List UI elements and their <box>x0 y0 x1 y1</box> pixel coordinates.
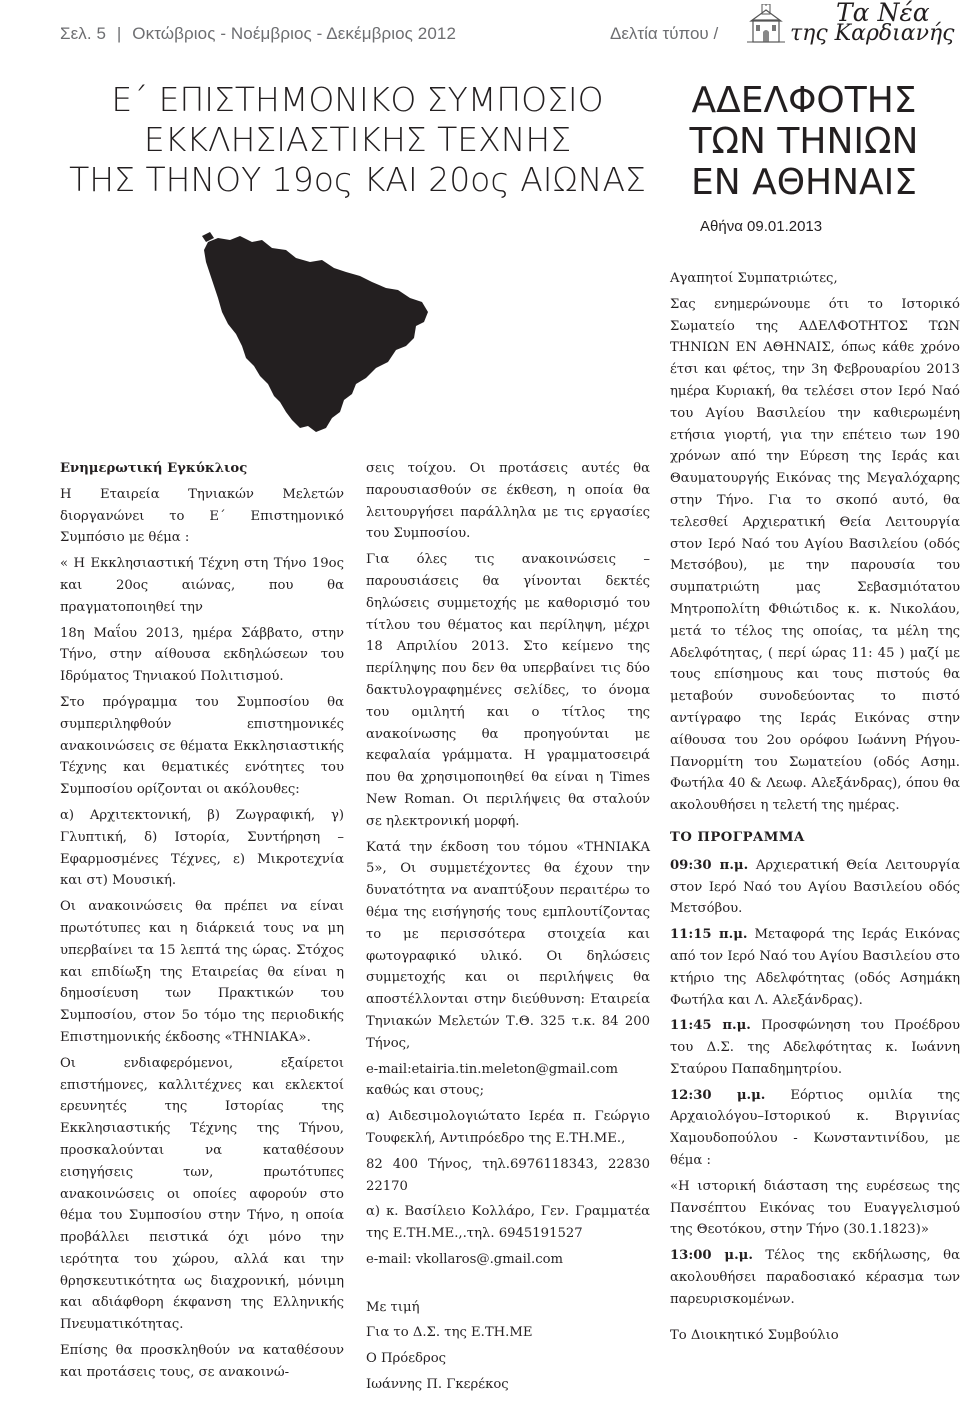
paragraph: Οι ενδιαφερόμενοι, εξαίρετοι επιστήμονες, καλλιτέχνες και εκλεκτοί ερευνητές της Ιστορίας της Εκκλησιαστικής Τέχνης της Τήνου, προσκαλούνται να καταθέσουν εισηγήσεις των, πρωτότυπες ανακοινώσεις οι οποίες αφορούν στο θέμα του Συμποσίου στην Τήνο, η οποία προβάλλει πειστικά όχι μόνο την ιερότητα του χώρου, αλλά και την θρησκευτικότητα ως διαχρονική, μόνιμη και αδιάφθορη έκφανση της Ελληνικής Πνευματικότητας. <box>60 1055 344 1333</box>
contact-email: e-mail:etairia.tin.meleton@gmail.com καθώς και στους; <box>366 1061 618 1099</box>
column-symposium <box>60 458 344 1388</box>
program-text: Εόρτιος ομιλία της Αρχαιολόγου–Ιστορικού κ. Βιργινίας Χαμουδοπούλου - Κωνσταντινίδου, με θέμα : <box>670 1087 960 1169</box>
program-item <box>670 1015 960 1080</box>
page-header <box>0 0 960 52</box>
program-item <box>670 1245 960 1310</box>
title-line: ΕΝ ΑΘΗΝΑΙΣ <box>690 162 918 203</box>
contact-phone: 82 400 Τήνος, τηλ.6976118343, 22830 22170 <box>366 1156 650 1194</box>
paragraph: 18η Μαΐου 2013, ημέρα Σάββατο, στην Τήνο, στην αίθουσα εκδηλώσεων του Ιδρύματος Τηνιακού Πολιτισμού. <box>60 625 344 685</box>
board-signature: Το Διοικητικό Συμβούλιο <box>670 1327 839 1343</box>
program-item <box>670 1085 960 1172</box>
program-time: 11:15 π.μ. <box>670 927 748 943</box>
paragraph: Επίσης θα προσκληθούν να καταθέσουν και προτάσεις τους, σε ανακοινώ- <box>60 1343 344 1380</box>
title-line: ΤΗΣ ΤΗΝΟΥ 19ος ΚΑΙ 20ος ΑΙΩΝΑΣ <box>69 160 646 199</box>
column-symposium-continued <box>366 458 650 1400</box>
title-line: ΕΚΚΛΗΣΙΑΣΤΙΚΗΣ ΤΕΧΝΗΣ <box>143 120 572 159</box>
signature-line: Ο Πρόεδρος <box>366 1351 447 1367</box>
paragraph: « Η Εκκλησιαστική Τέχνη στη Τήνο 19ος και 20ος αιώνας, που θα πραγματοποιηθεί την <box>60 556 344 615</box>
header-info <box>60 24 456 44</box>
issue-period: Οκτώβριος - Νοέμβριος - Δεκέμβριος 2012 <box>132 24 457 43</box>
title-line: Ε΄ ΕΠΙΣΤΗΜΟΝΙΚΟ ΣΥΜΠΟΣΙΟ <box>111 80 604 119</box>
circular-heading: Ενημερωτική Εγκύκλιος <box>60 461 248 476</box>
program-text: Προσφώνηση του Προέδρου του Δ.Σ. της Αδελφότητας κ. Ιωάννη Σταύρου Παπαδημητρίου. <box>670 1018 960 1077</box>
paragraph: Σας ενημερώνουμε ότι το Ιστορικό Σωματείο της ΑΔΕΛΦΟΤΗΤΟΣ ΤΩΝ ΤΗΝΙΩΝ ΕΝ ΑΘΗΝΑΙΣ, όπως κάθε χρόνο έτσι και φέτος, την 3η Φεβρουαρίου 2013 ημέρα Κυριακή, θα τελέσει στον Ιερό Ναό του Αγίου Βασιλείου την καθιερωμένη ετήσια γιορτή, για την επέτειο των 190 χρόνων από την Εύρεση της Ιεράς και Θαυματουργής Εικόνας της Μεγαλόχαρης στην Τήνο. Για το σκοπό αυτό, θα τελεσθεί Αρχιερατική Θεία Λειτουργία στον Ιερό Ναό του Αγίου Βασιλείου (οδός Μετσόβου), με την παρουσία του συμπατριώτη μας Σεβασμιότατου Μητροπολίτη Φθιώτιδος κ. κ. Νικολάου, μετά το τέλος της οποίας, τα μέλη της Αδελφότητας, ( περί ώρας 11: 45 ) μαζί με τους επίσημους και τους πιστούς θα μεταβούν συνοδεύοντας το πιστό αντίγραφο της Ιεράς Εικόνας στην αίθουσα του 2ου ορόφου Ιωάννη Ρήγου-Πανορμίτη του Σωματείου (οδός Ασημ. Φωτήλα 40 & Λεωφ. Αλεξάνδρας), όπου θα ακολουθήσει η τελετή της ημέρας. <box>670 296 960 814</box>
signature-line: Για το Δ.Σ. της Ε.ΤΗ.ΜΕ <box>366 1325 533 1341</box>
program-time: 11:45 π.μ. <box>670 1018 751 1034</box>
paragraph: Οι ανακοινώσεις θα πρέπει να είναι πρωτότυπες και η διάρκειά τους να μη υπερβαίνει τα 15 λεπτά της ώρας. Στόχος και επιδίωξη της Εταιρείας θα είναι η δημοσίευση των Πρακτικών του Συμποσίου, στον 5ο τόμο της περιοδικής Επιστημονικής έκδοσης «ΤΗΝΙΑΚΑ». <box>60 899 344 1045</box>
paragraph: Η Εταιρεία Τηνιακών Μελετών διοργανώνει το Ε΄ Επιστημονικό Συμπόσιο με θέμα : <box>60 486 344 546</box>
program-text: Μεταφορά της Ιεράς Εικόνας από τον Ιερό Ναό του Αγίου Βασιλείου στο κτήριο της Αδελφότητας (οδός Ασημάκη Φωτήλα και Λ. Αλεξάνδρας). <box>670 927 960 1008</box>
section-label: Δελτία τύπου / <box>610 24 719 43</box>
church-icon <box>745 4 787 44</box>
title-line: ΑΔΕΛΦΟΤΗΣ <box>691 80 917 121</box>
program-text: Τέλος της εκδήλωσης, θα ακολουθήσει παραδοσιακό κέρασμα των παρευρισκομένων. <box>670 1248 960 1307</box>
paragraph: Στο πρόγραμμα του Συμποσίου θα συμπεριληφθούν επιστημονικές ανακοινώσεις σε θέματα Εκκλησιαστικής Τέχνης και θεματικές ενότητες του Συμποσίου ορίζονται οι ακόλουθες: <box>60 694 344 798</box>
letter-date: Αθήνα 09.01.2013 <box>700 218 823 235</box>
contact-person: α) Αιδεσιμολογιώτατο Ιερέα π. Γεώργιο Τουφεκλή, Αντιπρόεδρο της Ε.ΤΗ.ΜΕ., <box>366 1109 650 1146</box>
header-separator: | <box>116 24 122 43</box>
paragraph: σεις τοίχου. Οι προτάσεις αυτές θα παρουσιασθούν σε έκθεση, η οποία θα λειτουργήσει παράλληλα με τις εργασίες του Συμποσίου. <box>366 461 650 542</box>
paragraph: Για όλες τις ανακοινώσεις –παρουσιάσεις θα γίνονται δεκτές δηλώσεις συμμετοχής με καθορισμό του τίτλου του θέματος και περίληψη, μέχρι 18 Απριλίου 2013. Στο κείμενο της περίληψης που δεν θα υπερβαίνει τις δύο δακτυλογραφημένες σελίδες, το όνομα του ομιλητή και ο τίτλος της ανακοίνωσης θα προηγούνται με κεφαλαία γράμματα. Η γραμματοσειρά που θα χρησιμοποιηθεί θα είναι η Times New Roman. Οι περιλήψεις θα σταλούν σε ηλεκτρονική μορφή. <box>366 552 650 829</box>
program-heading: ΤΟ ΠΡΟΓΡΑΜΜΑ <box>670 829 805 845</box>
title-line: ΤΩΝ ΤΗΝΙΩΝ <box>689 121 919 162</box>
program-time: 13:00 μ.μ. <box>670 1248 753 1264</box>
lecture-title: «Η ιστορική διάσταση της ευρέσεως της Πανσέπτου Εικόνας του Ευαγγελισμού της Θεοτόκου, στην Τήνο (30.1.1823)» <box>670 1178 960 1238</box>
logo-subtitle: της Καρδιανής <box>790 21 955 46</box>
program-time: 09:30 π.μ. <box>670 857 749 873</box>
greeting: Αγαπητοί Συμπατριώτες, <box>670 271 838 286</box>
logo-title: Τα Νέα <box>836 0 930 27</box>
program-time: 12:30 μ.μ. <box>670 1087 766 1103</box>
tinos-island-map <box>200 228 440 438</box>
signature-line: Με τιμή <box>366 1299 420 1315</box>
contact-person: α) κ. Βασίλειο Κολλάρο, Γεν. Γραμματέα της Ε.ΤΗ.ΜΕ.,.τηλ. 6945191527 <box>366 1204 650 1242</box>
symposium-title <box>60 80 655 200</box>
signature-name: Ιωάννης Π. Γκερέκος <box>366 1377 509 1393</box>
program-item <box>670 855 960 920</box>
column-brotherhood <box>670 268 960 1350</box>
paragraph: α) Αρχιτεκτονική, β) Ζωγραφική, γ) Γλυπτική, δ) Ιστορία, Συντήρηση – Εφαρμοσμένες Τέχνες, ε) Μικροτεχνία και στ) Μουσική. <box>60 807 344 889</box>
paragraph: Κατά την έκδοση του τόμου «ΤΗΝΙΑΚΑ 5», Οι συμμετέχοντες θα έχουν την δυνατότητα να αναπτύξουν περαιτέρω το θέμα της εισήγησής τους εμπλουτίζοντας το με περισσότερα στοιχεία και φωτογραφικό υλικό. Οι δηλώσεις συμμετοχής και οι περιλήψεις θα αποστέλλονται στην διεύθυνση: Εταιρεία Τηνιακών Μελετών Τ.Θ. 325 τ.κ. 84 200 Τήνος, <box>366 839 650 1051</box>
program-item <box>670 924 960 1011</box>
contact-email: e-mail: vkollaros@.gmail.com <box>366 1251 564 1267</box>
brotherhood-title <box>670 80 938 203</box>
program-text: Αρχιερατική Θεία Λειτουργία στον Ιερό Ναό του Αγίου Βασιλείου οδός Μετσόβου. <box>670 857 960 917</box>
page-number: Σελ. 5 <box>60 24 107 43</box>
